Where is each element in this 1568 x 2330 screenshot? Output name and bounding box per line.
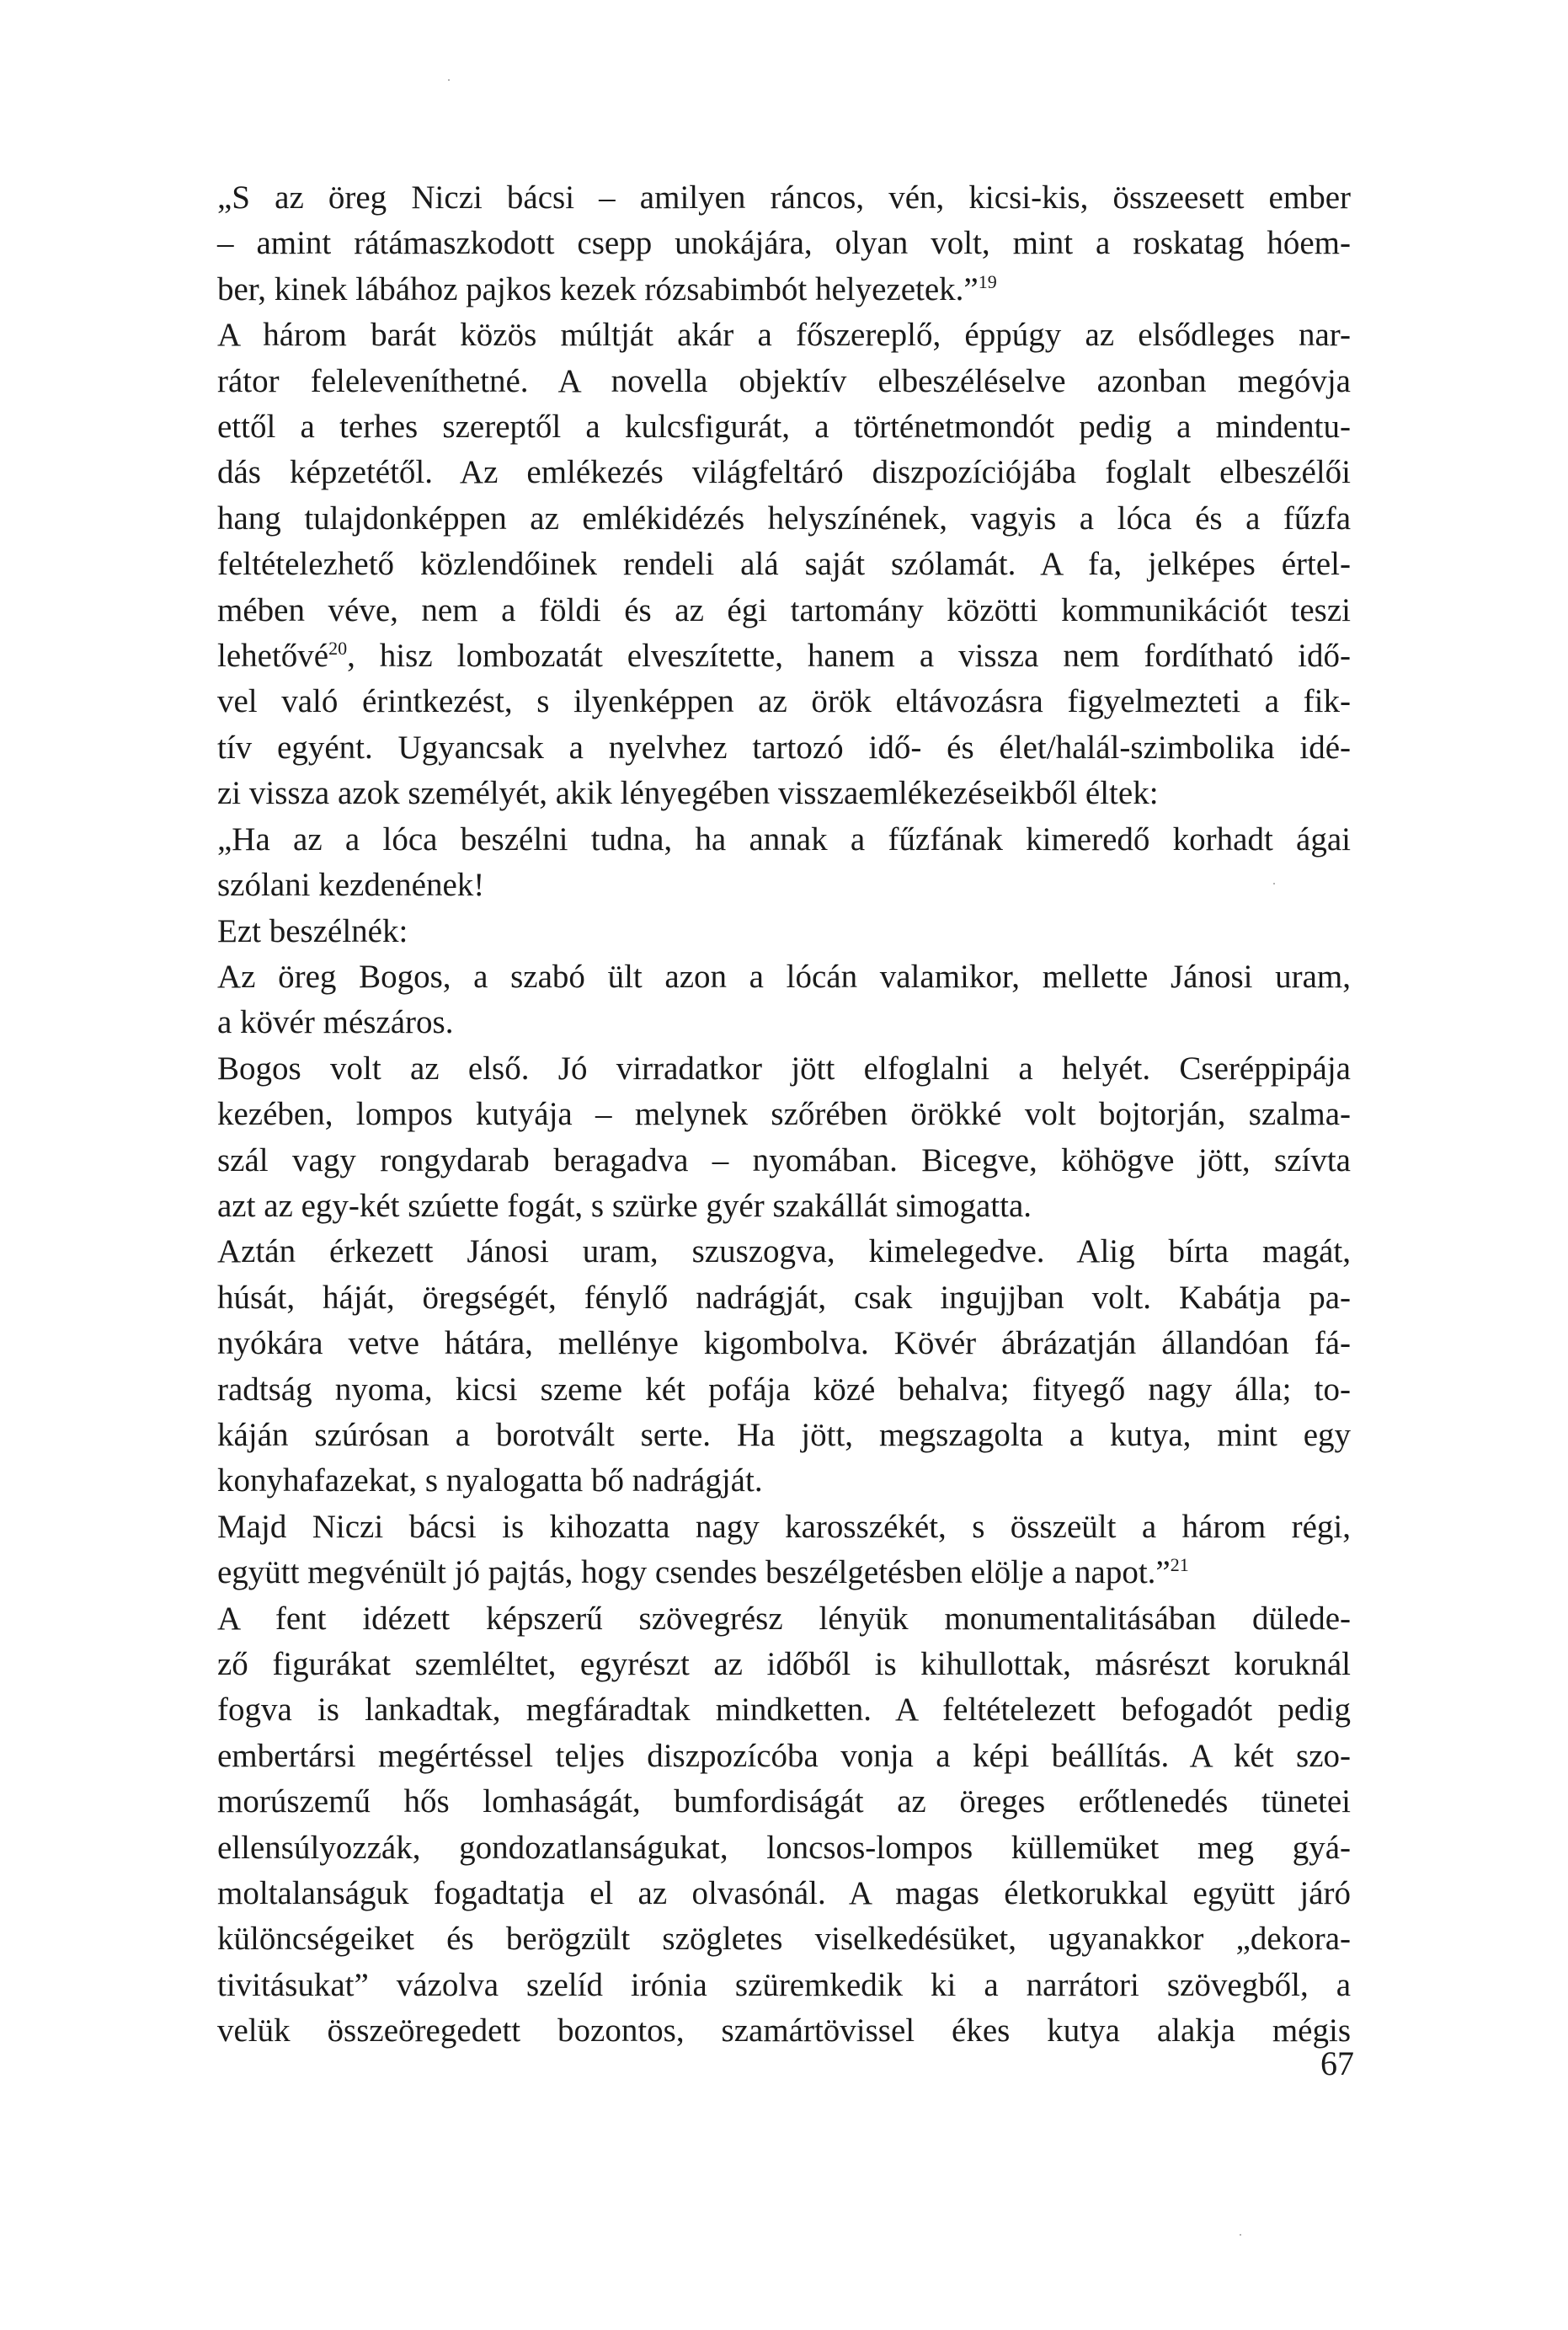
text-line: szólani kezdenének! (217, 867, 485, 904)
footnote-marker: 21 (1170, 1554, 1189, 1576)
scan-speck (1273, 883, 1275, 884)
text-line: konyhafazekat, s nyalogatta bő nadrágját. (217, 1462, 763, 1499)
text-line: azt az egy-két szúette fogát, s szürke gyér szakállát simogatta. (217, 1187, 1032, 1224)
text-line: nyókára vetve hátára, mellénye kigombolva. Kövér ábrázatján állandóan fá- (217, 1325, 1351, 1362)
scan-speck (1240, 2234, 1241, 2236)
text-line: a kövér mészáros. (217, 1004, 454, 1041)
text-line: Bogos volt az első. Jó virradatkor jött elfoglalni a helyét. Cseréppipája (217, 1050, 1351, 1087)
text-line: embertársi megértéssel teljes diszpozícóba vonja a képi beállítás. A két szo- (217, 1737, 1351, 1774)
text-line: Az öreg Bogos, a szabó ült azon a lócán valamikor, mellette Jánosi uram, (217, 958, 1351, 995)
text-line: fogva is lankadtak, megfáradtak mindketten. A feltételezett befogadót pedig (217, 1691, 1351, 1729)
scan-speck (448, 79, 450, 81)
text-line: különcségeiket és berögzült szögletes viselkedésüket, ugyanakkor „dekora- (217, 1921, 1351, 1958)
text-line: kezében, lompos kutyája – melynek szőrében örökké volt bojtorján, szalma- (217, 1096, 1351, 1133)
text-line: dás képzetétől. Az emlékezés világfeltáró diszpozíciójába foglalt elbeszélői (217, 454, 1351, 491)
text-line: „S az öreg Niczi bácsi – amilyen ráncos, vén, kicsi-kis, összeesett ember (217, 179, 1351, 216)
text-line: ellensúlyozzák, gondozatlanságukat, loncsos-lompos küllemüket meg gyá- (217, 1829, 1351, 1866)
text-line: zi vissza azok személyét, akik lényegében visszaemlékezéseikből éltek: (217, 775, 1159, 812)
text-line: A három barát közös múltját akár a főszereplő, éppúgy az elsődleges nar- (217, 317, 1351, 354)
body-text (217, 175, 1351, 2055)
text-line: – amint rátámaszkodott csepp unokájára, olyan volt, mint a roskatag hóem- (217, 225, 1351, 262)
text-line: radtság nyoma, kicsi szeme két pofája közé behalva; fityegő nagy álla; to- (217, 1371, 1351, 1408)
text-line: káján szúrósan a borotvált serte. Ha jött, megszagolta a kutya, mint egy (217, 1416, 1351, 1453)
text-line: ettől a terhes szereptől a kulcsfigurát, a történetmondót pedig a mindentu- (217, 409, 1351, 446)
text-line: ber, kinek lábához pajkos kezek rózsabimbót helyezetek.”$^{19}$ (217, 270, 997, 307)
page-number: 67 (1320, 2044, 1354, 2082)
text-line: Majd Niczi bácsi is kihozatta nagy karosszékét, s összeült a három régi, (217, 1508, 1351, 1545)
text-line: A fent idézett képszerű szövegrész lényük monumentalitásában düledе- (217, 1600, 1351, 1637)
text-line: szál vagy rongydarab beragadva – nyomában. Bicegve, köhögve jött, szívta (217, 1141, 1351, 1178)
text-line: húsát, háját, öregségét, fénylő nadrágját, csak ingujjban volt. Kabátja pa- (217, 1279, 1351, 1316)
text-line: tivitásukat” vázolva szelíd irónia szüremkedik ki a narrátori szövegből, a (217, 1966, 1351, 2003)
text-line: „Ha az a lóca beszélni tudna, ha annak a fűzfának kimeredő korhadt ágai (217, 820, 1351, 858)
text-line: moltalanságuk fogadtatja el az olvasónál. A magas életkorukkal együtt járó (217, 1875, 1351, 1912)
text-line: velük összeöregedett bozontos, szamártövissel ékes kutya alakja mégis (217, 2012, 1351, 2049)
footnote-marker: 20 (328, 638, 348, 660)
text-line: együtt megvénült jó pajtás, hogy csendes beszélgetésben elölje a napot.”$^{21}$ (217, 1554, 1189, 1591)
text-line: ző figurákat szemléltet, egyrészt az időből is kihullottak, másrészt koruknál (217, 1646, 1351, 1682)
text-line: rátor feleleveníthetné. A novella objektív elbeszéléselve azonban megóvja (217, 362, 1351, 399)
text-line: mében véve, nem a földi és az égi tartomány közötti kommunikációt teszi (217, 591, 1351, 628)
text-line: vel való érintkezést, s ilyenképpen az örök eltávozásra figyelmezteti a fik- (217, 683, 1351, 720)
text-line: Ezt beszélnék: (217, 912, 408, 949)
text-line: feltételezhető közlendőinek rendeli alá saját szólamát. A fa, jelképes értel- (217, 546, 1351, 583)
text-line: tív egyént. Ugyancsak a nyelvhez tartozó idő- és élet/halál-szimbolika idé- (217, 729, 1351, 766)
footnote-marker: 19 (978, 270, 997, 292)
text-line: hang tulajdonképpen az emlékidézés helyszínének, vagyis a lóca és a fűzfa (217, 500, 1351, 537)
text-line: morúszemű hős lomhaságát, bumfordiságát az öreges erőtlenedés tünetei (217, 1783, 1351, 1820)
text-line: lehetővé$^{20}$, hisz lombozatát elveszítette, hanem a vissza nem fordítható idő- (217, 638, 1351, 675)
text-line: Aztán érkezett Jánosi uram, szuszogva, kimelegedve. Alig bírta magát, (217, 1233, 1351, 1270)
